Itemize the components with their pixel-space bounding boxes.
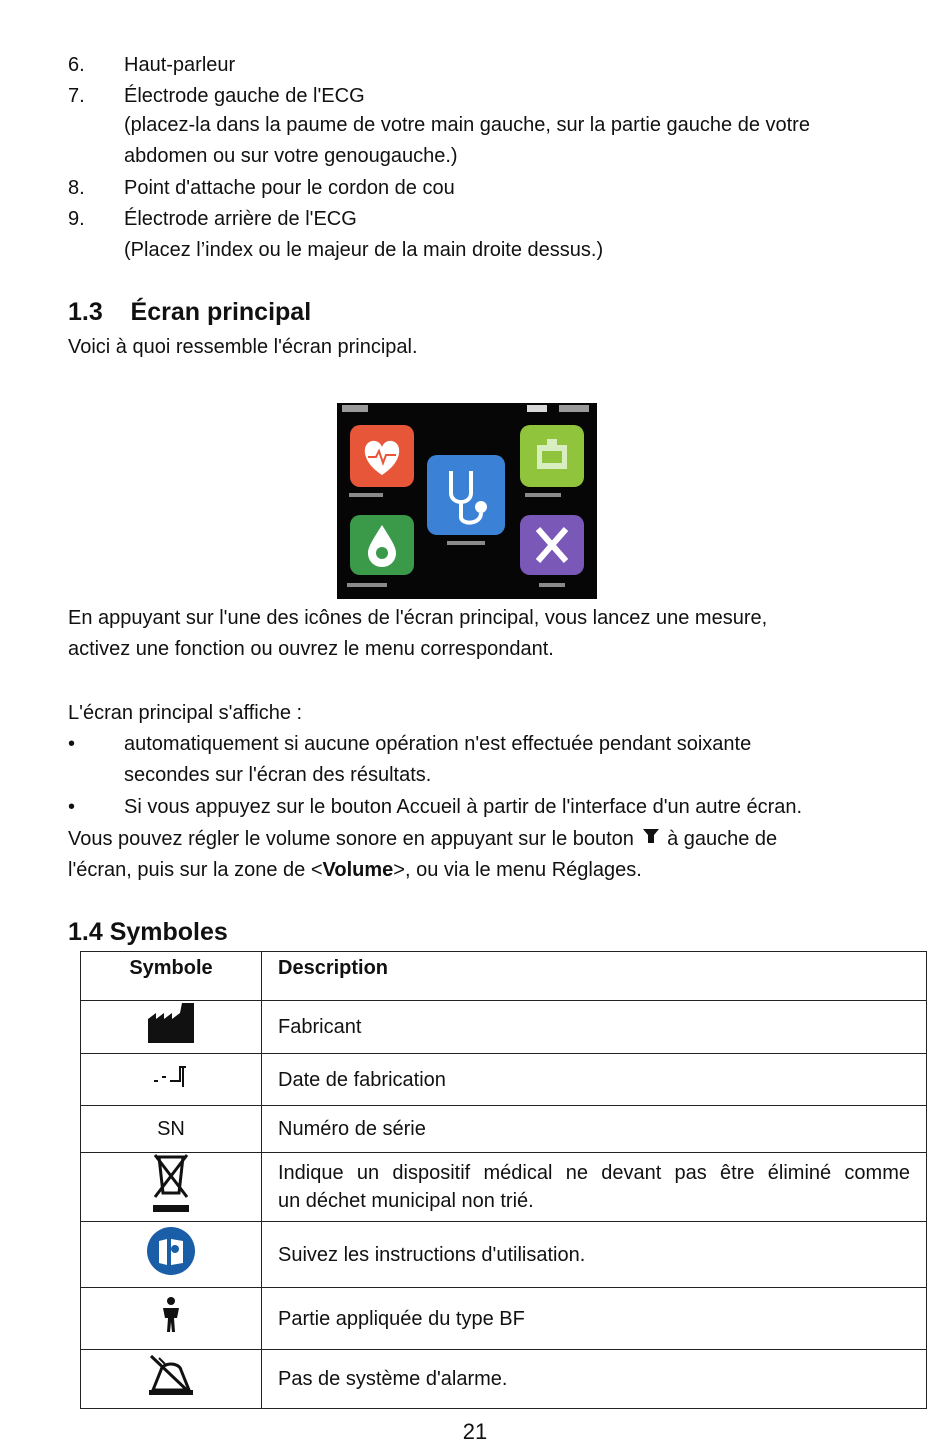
- list-item-text: Électrode arrière de l'ECG: [124, 208, 357, 230]
- table-row: [81, 1106, 927, 1153]
- volume-text-d: >, ou via le menu Réglages.: [393, 859, 642, 881]
- description-cell: Suivez les instructions d'utilisation.: [262, 1222, 927, 1288]
- symbol-cell: [81, 1222, 262, 1288]
- list-number: 8.: [68, 177, 85, 199]
- bullet-point: •: [68, 796, 76, 818]
- bullet-text: secondes sur l'écran des résultats.: [124, 764, 432, 786]
- table-header-row: [81, 952, 927, 1001]
- list-item-text: Point d'attache pour le cordon de cou: [124, 177, 455, 199]
- manufacture-date-icon: [152, 1063, 190, 1097]
- paragraph-line: En appuyant sur l'une des icônes de l'écran principal, vous lancez une mesure,: [68, 607, 768, 629]
- signal-icon: [527, 405, 547, 412]
- description-cell: Numéro de série: [262, 1106, 927, 1153]
- description-line: Indique un dispositif médical ne devant pas être éliminé comme: [278, 1162, 910, 1184]
- tile-label: [525, 493, 561, 497]
- symbol-cell: [81, 1001, 262, 1054]
- paragraph-line: [68, 855, 642, 886]
- bullet-point: •: [68, 733, 76, 755]
- description-cell: Pas de système d'alarme.: [262, 1350, 927, 1409]
- list-item-text: Haut-parleur: [124, 54, 236, 76]
- follow-instructions-icon: [145, 1225, 197, 1285]
- clock-readout: [342, 405, 368, 412]
- table-row: [81, 1222, 927, 1288]
- page-number: 21: [462, 1419, 488, 1444]
- list-item-text: abdomen ou sur votre genougauche.): [124, 145, 458, 167]
- symbol-cell: [81, 1054, 262, 1106]
- description-line: un déchet municipal non trié.: [278, 1190, 534, 1212]
- symbol-cell: SN: [81, 1106, 262, 1153]
- type-bf-icon: [158, 1296, 184, 1342]
- table-row: [81, 1288, 927, 1350]
- manufacturer-icon: [146, 1001, 196, 1053]
- paragraph-line: L'écran principal s'affiche :: [68, 702, 303, 724]
- bullet-text: Si vous appuyez sur le bouton Accueil à partir de l'interface d'un autre écran.: [124, 796, 803, 818]
- symbol-cell: [81, 1350, 262, 1409]
- list-number: 6.: [68, 54, 85, 76]
- list-number: 7.: [68, 85, 85, 107]
- symbol-cell: [81, 1288, 262, 1350]
- paragraph-line: [68, 824, 777, 855]
- table-row: [81, 1001, 927, 1054]
- volume-button-icon: [640, 824, 662, 855]
- no-alarm-icon: [147, 1354, 195, 1404]
- description-cell: Partie appliquée du type BF: [262, 1288, 927, 1350]
- status-bar: [337, 403, 597, 419]
- list-item-text: (placez-la dans la paume de votre main gauche, sur la partie gauche de votre: [124, 114, 810, 136]
- tile-label: [447, 541, 485, 545]
- weee-bin-icon: [151, 1153, 191, 1221]
- tile-label: [347, 583, 387, 587]
- column-header: Symbole: [81, 952, 262, 1001]
- settings-tools-icon: [520, 515, 584, 575]
- volume-keyword: Volume: [322, 859, 394, 881]
- description-cell: Date de fabrication: [262, 1054, 927, 1106]
- description-cell: Fabricant: [262, 1001, 927, 1054]
- ecg-heart-icon: [350, 425, 414, 487]
- list-item-text: (Placez l’index ou le majeur de la main droite dessus.): [124, 239, 604, 261]
- blood-drop-icon: [350, 515, 414, 575]
- symbols-table: [80, 951, 927, 1409]
- table-row: [81, 1153, 927, 1222]
- bullet-text: automatiquement si aucune opération n'est effectuée pendant soixante: [124, 733, 752, 755]
- table-row: [81, 1350, 927, 1409]
- battery-icon: [559, 405, 589, 412]
- stethoscope-icon: [427, 455, 505, 535]
- section-heading: 1.4 Symboles: [68, 918, 228, 946]
- paragraph-line: activez une fonction ou ouvrez le menu correspondant.: [68, 638, 554, 660]
- volume-text-c: l'écran, puis sur la zone de <: [68, 859, 323, 881]
- list-number: 9.: [68, 208, 85, 230]
- symbol-cell: [81, 1153, 262, 1222]
- data-folder-icon: [520, 425, 584, 487]
- tile-label: [349, 493, 383, 497]
- volume-text-b: à gauche de: [667, 828, 778, 850]
- section-heading: 1.3 Écran principal: [68, 298, 312, 326]
- main-screen-image: [337, 403, 597, 599]
- description-cell: [262, 1153, 927, 1222]
- intro-text: Voici à quoi ressemble l'écran principal.: [68, 336, 418, 358]
- list-item-text: Électrode gauche de l'ECG: [124, 85, 365, 107]
- table-row: [81, 1054, 927, 1106]
- column-header: Description: [262, 952, 927, 1001]
- tile-label: [539, 583, 565, 587]
- volume-text-a: Vous pouvez régler le volume sonore en appuyant sur le bouton: [68, 828, 634, 850]
